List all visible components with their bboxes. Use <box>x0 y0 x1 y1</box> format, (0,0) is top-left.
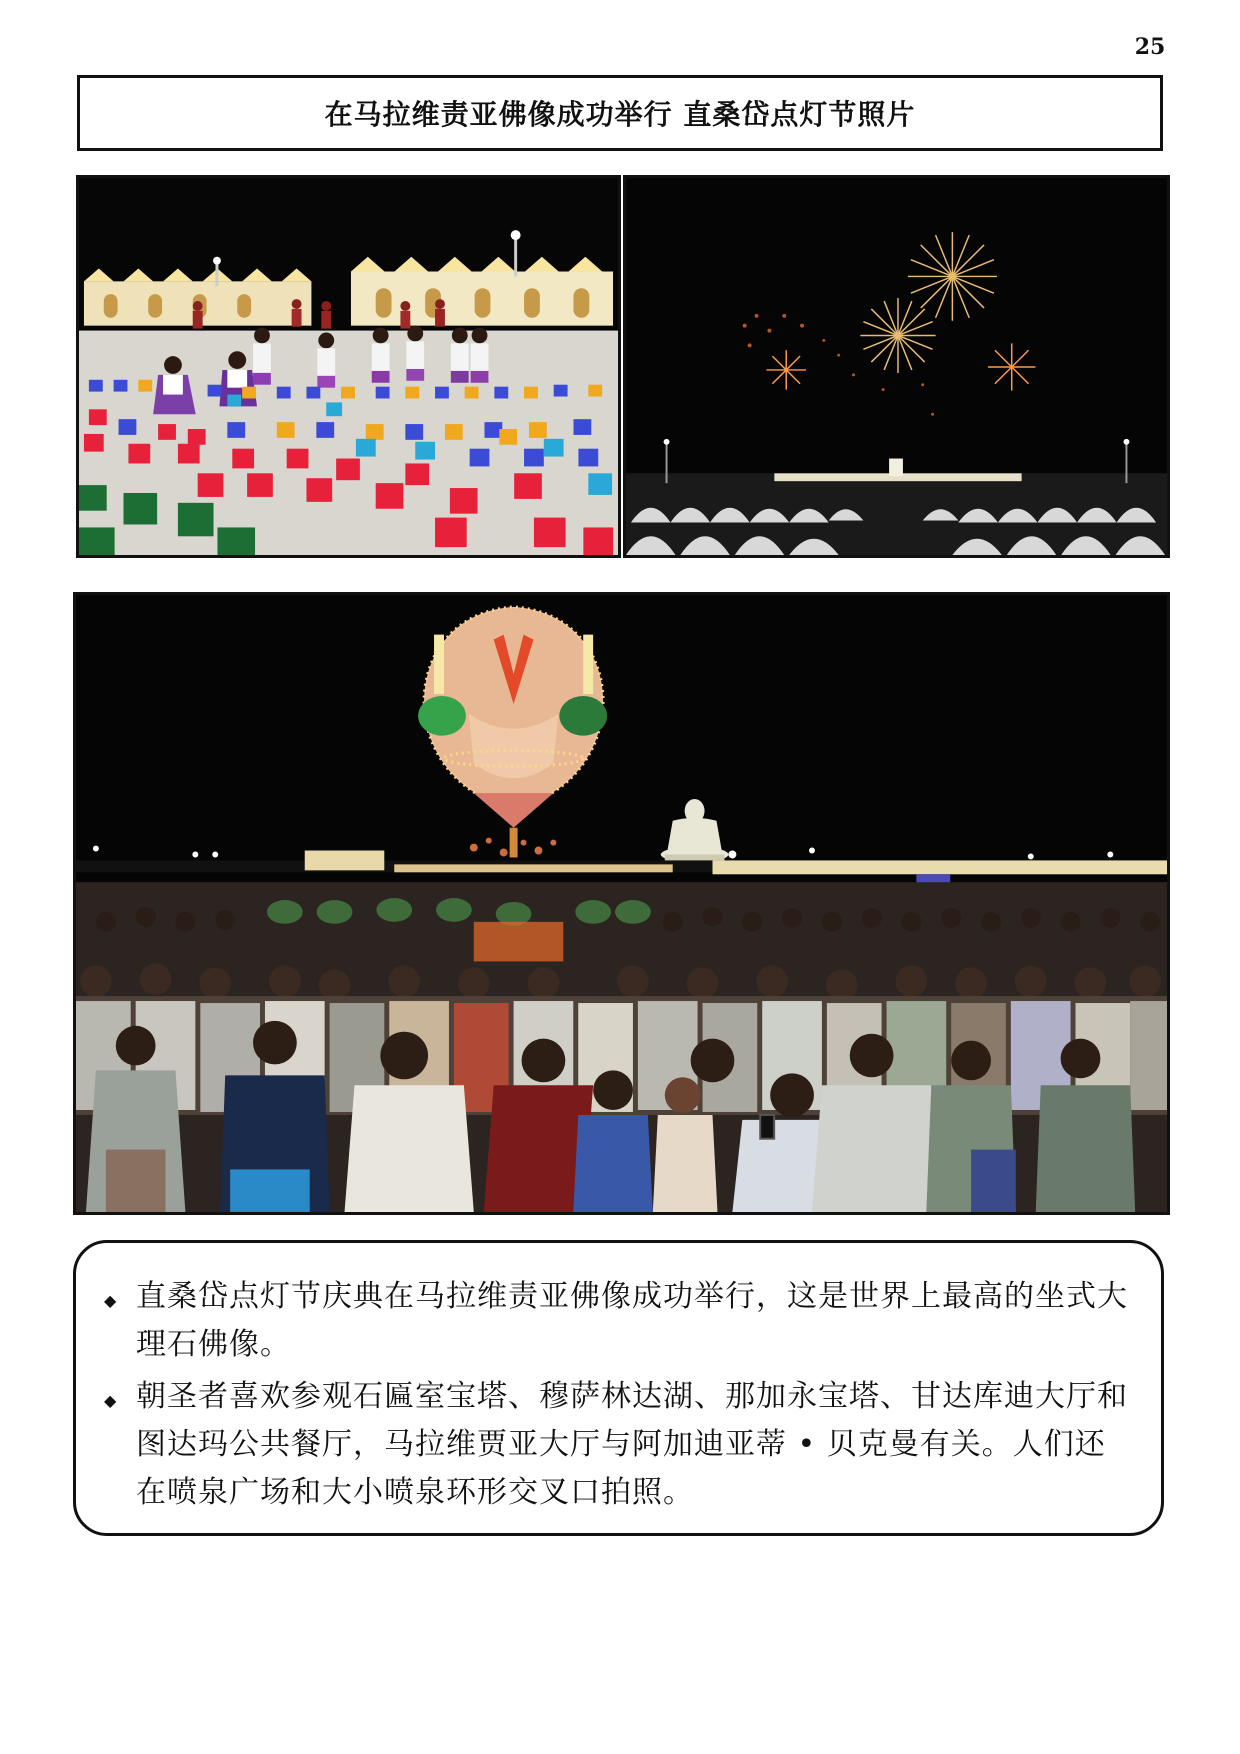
lantern-offering-illustration <box>79 178 618 555</box>
lantern-offering-photo <box>76 175 621 558</box>
caption-box <box>73 1240 1164 1536</box>
page-number: 25 <box>1134 34 1166 60</box>
bullet-text: 直桑岱点灯节庆典在马拉维责亚佛像成功举行，这是世界上最高的坐式大理石佛像。 <box>136 1279 1128 1362</box>
bullet-item <box>104 1273 1133 1369</box>
bullet-text: 朝圣者喜欢参观石匾室宝塔、穆萨林达湖、那加永宝塔、甘达库迪大厅和图达玛公共餐厅，马拉维贾亚大厅与阿加迪亚蒂 • 贝克曼有关。人们还在喷泉广场和大小喷泉环形交叉口拍照。 <box>136 1379 1128 1510</box>
bullet-item <box>104 1373 1133 1517</box>
page-title: 在马拉维责亚佛像成功举行 直桑岱点灯节照片 <box>77 75 1163 151</box>
fire-balloon-crowd-photo <box>73 592 1170 1215</box>
fireworks-photo <box>623 175 1170 558</box>
diamond-bullet-icon: ◆ <box>104 1391 117 1410</box>
diamond-bullet-icon: ◆ <box>104 1291 117 1310</box>
fire-balloon-crowd-illustration <box>76 595 1167 1212</box>
fireworks-illustration <box>626 178 1167 555</box>
